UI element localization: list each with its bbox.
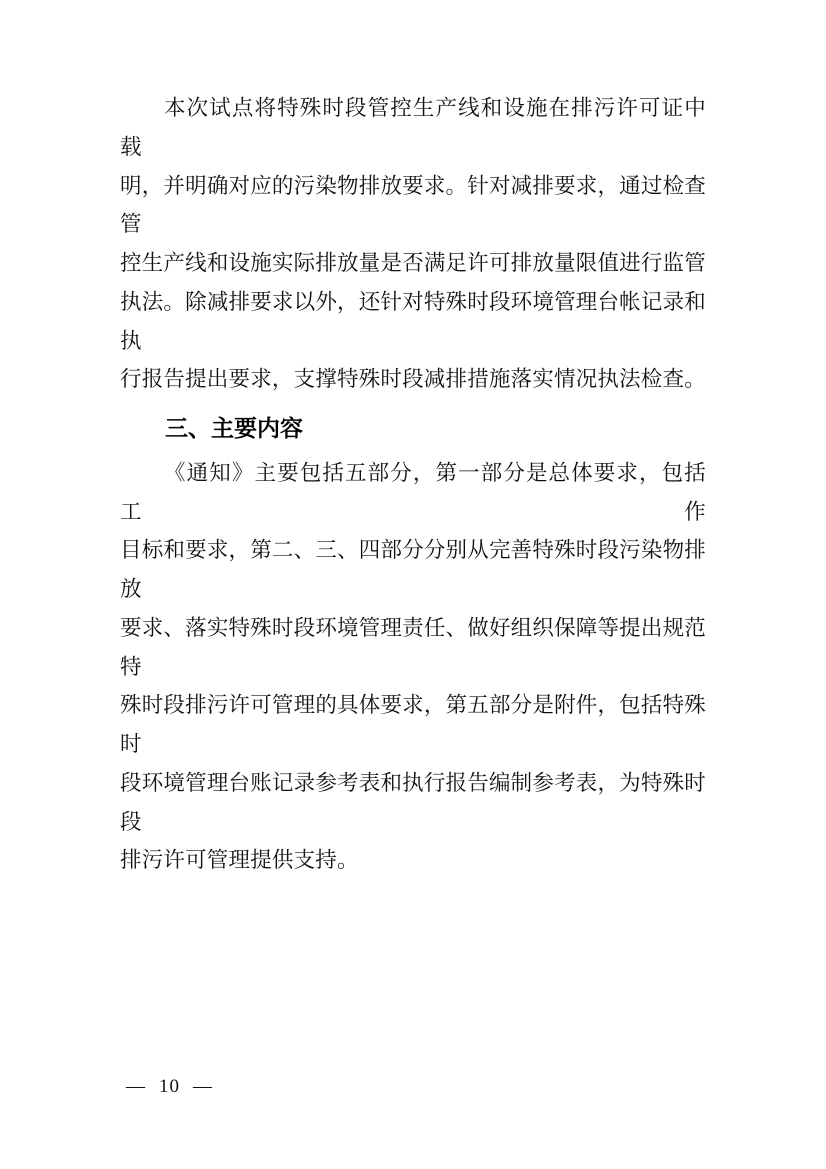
text-line: 段环境管理台账记录参考表和执行报告编制参考表，为特殊时段 xyxy=(120,770,706,834)
text-line: 行报告提出要求，支撑特殊时段减排措施落实情况执法检查。 xyxy=(120,367,706,392)
paragraph-2 xyxy=(120,454,706,880)
text-line: 执法。除减排要求以外，还针对特殊时段环境管理台帐记录和执 xyxy=(120,289,706,353)
footer-dash-left: — xyxy=(126,1076,146,1097)
text-line: 要求、落实特殊时段环境管理责任、做好组织保障等提出规范特 xyxy=(120,615,706,679)
text-line: 本次试点将特殊时段管控生产线和设施在排污许可证中载 xyxy=(120,96,706,159)
section-heading: 三、主要内容 xyxy=(165,415,303,441)
text-line: 《通知》主要包括五部分，第一部分是总体要求，包括工作 xyxy=(120,460,706,524)
text-line: 排污许可管理提供支持。 xyxy=(120,848,359,873)
text-line: 控生产线和设施实际排放量是否满足许可排放量限值进行监管 xyxy=(120,251,706,275)
text-line: 明，并明确对应的污染物排放要求。针对减排要求，通过检查管 xyxy=(120,173,706,237)
body-text xyxy=(120,89,706,880)
text-line: 殊时段排污许可管理的具体要求，第五部分是附件，包括特殊时 xyxy=(120,693,706,756)
page-footer xyxy=(126,1076,213,1098)
paragraph-1 xyxy=(120,89,706,399)
text-line: 目标和要求，第二、三、四部分分别从完善特殊时段污染物排放 xyxy=(120,538,706,601)
page-number: 10 xyxy=(159,1076,180,1097)
footer-dash-right: — xyxy=(193,1076,213,1097)
